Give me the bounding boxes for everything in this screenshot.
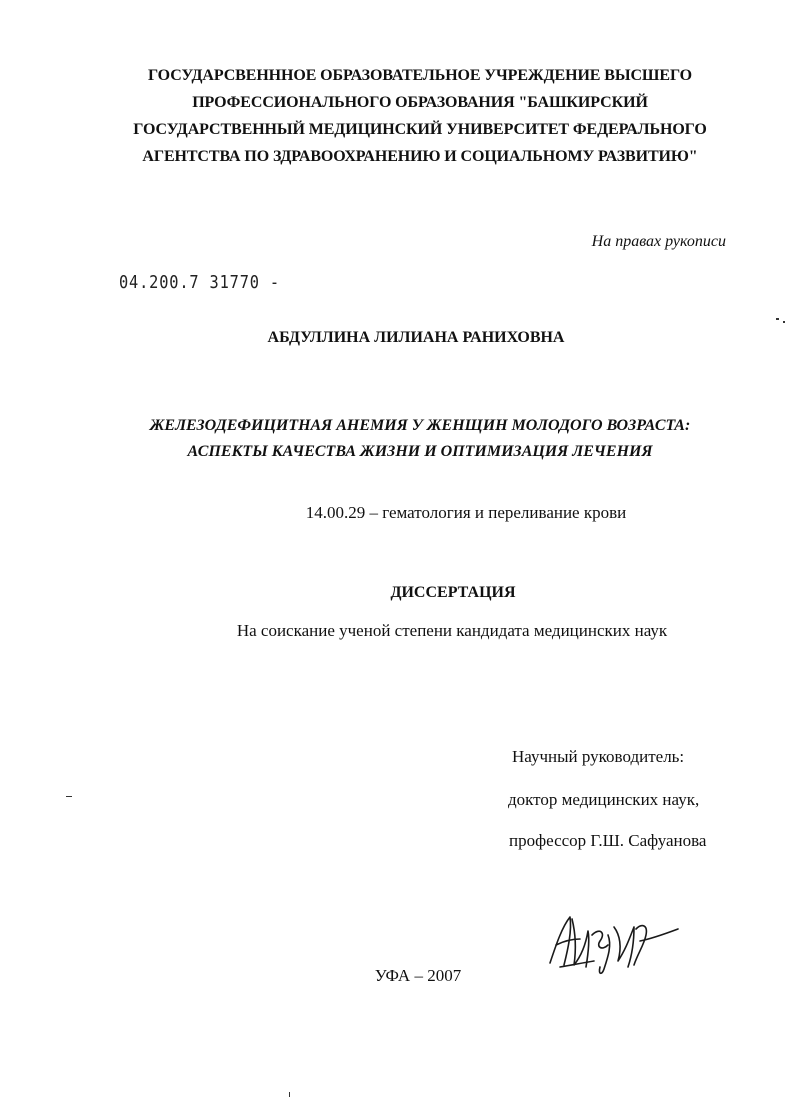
- institution-line: ГОСУДАРСВЕНННОЕ ОБРАЗОВАТЕЛЬНОЕ УЧРЕЖДЕНИЕ ВЫСШЕГО: [148, 67, 692, 84]
- institution-header: [100, 62, 740, 170]
- scan-speck: [776, 318, 779, 320]
- thesis-title-line: ЖЕЛЕЗОДЕФИЦИТНАЯ АНЕМИЯ У ЖЕНЩИН МОЛОДОГО ВОЗРАСТА:: [149, 417, 691, 434]
- city-year: УФА – 2007: [374, 966, 462, 985]
- scan-speck: [783, 321, 785, 323]
- institution-line: ПРОФЕССИОНАЛЬНОГО ОБРАЗОВАНИЯ "БАШКИРСКИЙ: [192, 94, 648, 111]
- manuscript-rights-note: На правах рукописи: [591, 233, 726, 250]
- specialty-code: 14.00.29 – гематология и переливание крови: [305, 503, 627, 522]
- supervisor-label: Научный руководитель:: [512, 747, 685, 766]
- thesis-title: [100, 413, 740, 465]
- institution-line: ГОСУДАРСТВЕННЫЙ МЕДИЦИНСКИЙ УНИВЕРСИТЕТ ФЕДЕРАЛЬНОГО: [133, 121, 707, 138]
- supervisor-name: профессор Г.Ш. Сафуанова: [509, 831, 707, 850]
- handwritten-signature-icon: [542, 905, 682, 977]
- institution-line: АГЕНТСТВА ПО ЗДРАВООХРАНЕНИЮ И СОЦИАЛЬНОМУ РАЗВИТИЮ": [142, 148, 698, 165]
- thesis-title-line: АСПЕКТЫ КАЧЕСТВА ЖИЗНИ И ОПТИМИЗАЦИЯ ЛЕЧЕНИЯ: [187, 443, 653, 460]
- author-name: АБДУЛЛИНА ЛИЛИАНА РАНИХОВНА: [267, 329, 565, 346]
- degree-sought: На соискание ученой степени кандидата медицинских наук: [236, 621, 668, 640]
- archive-stamp-number: 04.200.7 31770 -: [119, 272, 280, 293]
- scan-speck: [289, 1092, 290, 1097]
- supervisor-degree: доктор медицинских наук,: [508, 790, 700, 809]
- document-type: ДИССЕРТАЦИЯ: [390, 584, 516, 601]
- scan-speck: [66, 796, 72, 797]
